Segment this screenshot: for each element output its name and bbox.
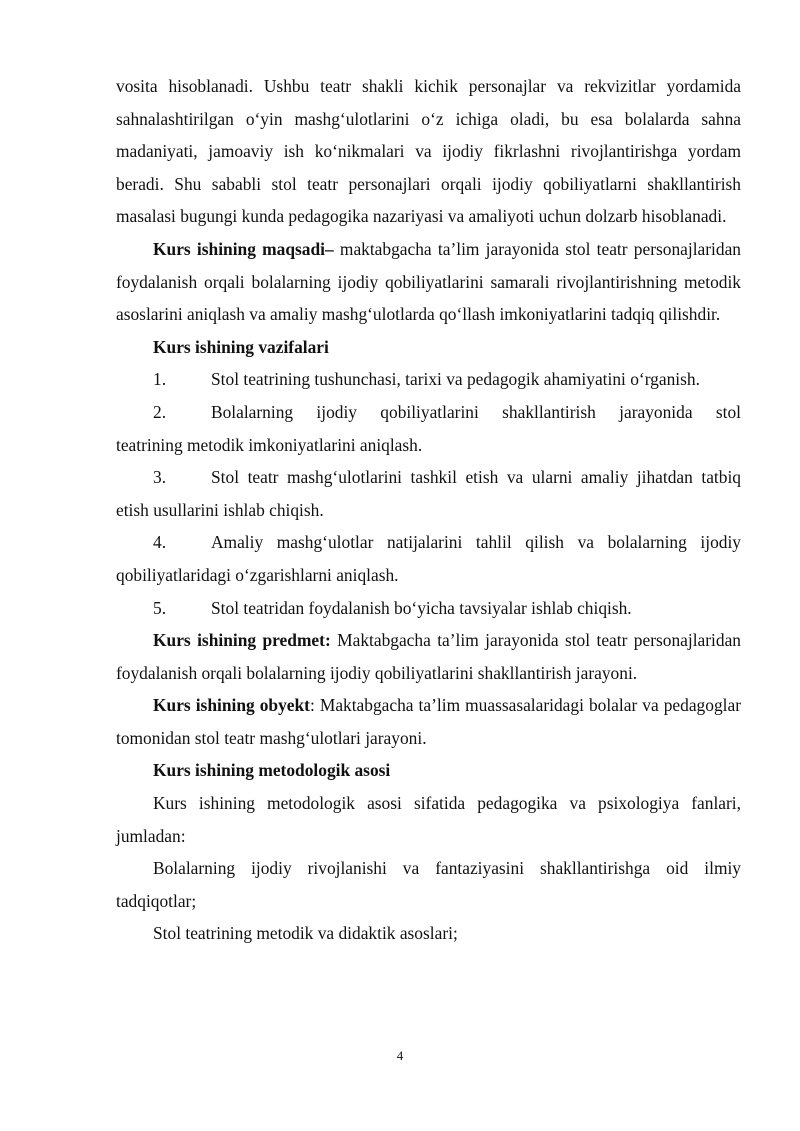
task-text-continued: qobiliyatlaridagi o‘zgarishlarni aniqlash. (116, 564, 399, 585)
task-number: 1. (153, 369, 167, 390)
task-text: Amaliy mashg‘ulotlar natijalarini tahlil qilish va bolalarning ijodiy (211, 532, 741, 553)
task-item (116, 592, 741, 625)
task-item (116, 363, 741, 396)
object-paragraph (116, 689, 741, 754)
task-item (116, 396, 741, 461)
goal-text: maktabgacha ta’lim jarayonida stol teatr personajlaridan foydalanish orqali bolalarning ijodiy qobiliyatlarini samarali rivojlantirishning metodik asoslarini aniqlash va amaliy mashg‘ulotlarda qo‘llash imkoniyatlarini tadqiq qilishdir. (116, 238, 741, 325)
goal-label: Kurs ishining maqsadi– (153, 238, 334, 259)
methodology-paragraph: Stol teatrining metodik va didaktik asoslari; (153, 923, 458, 944)
task-text-continued: teatrining metodik imkoniyatlarini aniqlash. (116, 434, 423, 455)
object-text: : Maktabgacha ta’lim muassasalaridagi bolalar va pedagoglar tomonidan stol teatr mashg‘ulotlari jarayoni. (116, 695, 741, 748)
task-text: Stol teatr mashg‘ulotlarini tashkil etish va ularni amaliy jihatdan tatbiq (211, 467, 741, 488)
task-item (116, 461, 741, 526)
methodology-paragraph: Bolalarning ijodiy rivojlanishi va fantaziyasini shakllantirishga oid ilmiy tadqiqotlar; (116, 858, 741, 911)
page-content (116, 70, 741, 950)
task-number: 4. (153, 532, 167, 553)
task-number: 5. (153, 597, 167, 618)
tasks-heading: Kurs ishining vazifalari (153, 336, 329, 357)
task-number: 2. (153, 401, 167, 422)
subject-text: Maktabgacha ta’lim jarayonida stol teatr personajlaridan foydalanish orqali bolalarning ijodiy qobiliyatlarini shakllantirish jarayoni. (116, 630, 741, 683)
goal-paragraph (116, 233, 741, 331)
task-text: Stol teatridan foydalanish bo‘yicha tavsiyalar ishlab chiqish. (211, 597, 632, 618)
task-item (116, 526, 741, 591)
object-label: Kurs ishining obyekt (153, 695, 310, 716)
page-number: 4 (396, 1048, 404, 1063)
task-text: Bolalarning ijodiy qobiliyatlarini shakllantirish jarayonida stol (211, 401, 741, 422)
subject-paragraph (116, 624, 741, 689)
task-text: Stol teatrining tushunchasi, tarixi va pedagogik ahamiyatini o‘rganish. (211, 369, 700, 390)
subject-label: Kurs ishining predmet: (153, 630, 331, 651)
intro-paragraph: vosita hisoblanadi. Ushbu teatr shakli kichik personajlar va rekvizitlar yordamida sahnalashtirilgan o‘yin mashg‘ulotlarini o‘z ichiga oladi, bu esa bolalarda sahna madaniyati, jamoaviy ish ko‘nikmalari va ijodiy fikrlashni rivojlantirishga yordam beradi. Shu sababli stol teatr personajlari orqali ijodiy qobiliyatlarni shakllantirish masalasi bugungi kunda pedagogika nazariyasi va amaliyoti uchun dolzarb hisoblanadi. (116, 76, 741, 227)
methodology-heading: Kurs ishining metodologik asosi (153, 760, 391, 781)
task-text-continued: etish usullarini ishlab chiqish. (116, 499, 324, 520)
task-number: 3. (153, 467, 167, 488)
methodology-paragraph: Kurs ishining metodologik asosi sifatida pedagogika va psixologiya fanlari, jumladan: (116, 793, 741, 846)
